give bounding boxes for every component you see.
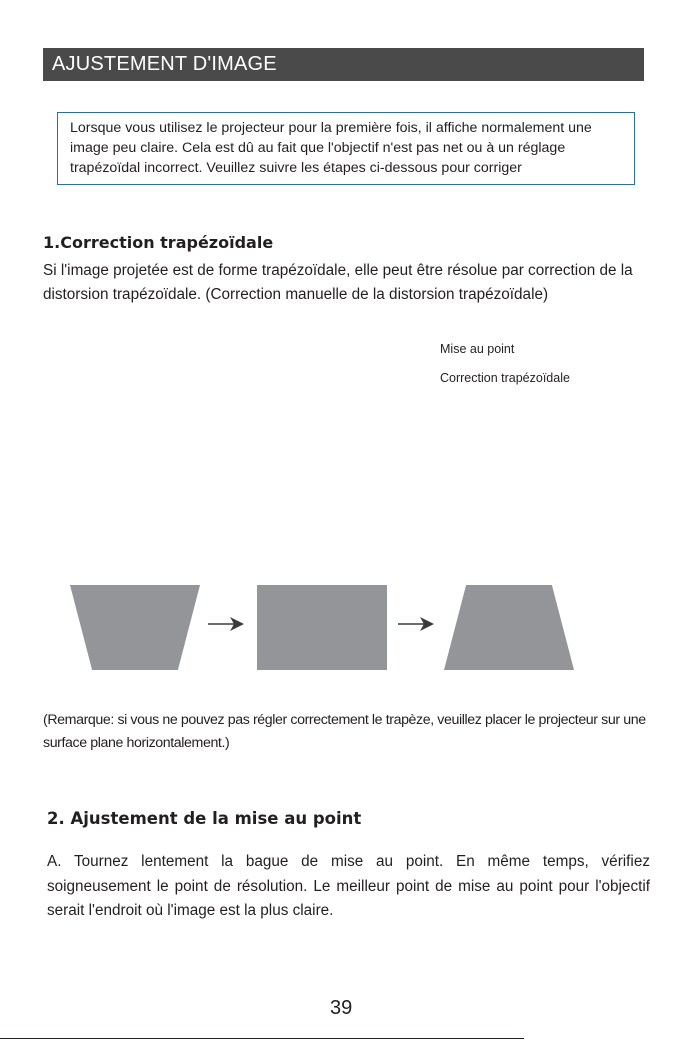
section1-title: 1.Correction trapézoïdale [43, 233, 274, 252]
section2-body: A. Tournez lentement la bague de mise au point. En même temps, vérifiez soigneusement le point de résolution. Le meilleur point de mise au point pour l'objectif serait l'endroit où l'image est la plus claire. [47, 853, 650, 919]
page-number: 39 [330, 997, 353, 1019]
intro-note-box [57, 112, 635, 185]
corrected-rectangle-shape [257, 585, 387, 670]
bottom-divider [0, 1038, 524, 1039]
page-title: AJUSTEMENT D'IMAGE [43, 48, 644, 81]
section2-title: 2. Ajustement de la mise au point [47, 809, 362, 828]
arrow-right-icon [208, 616, 244, 632]
section1-body: Si l'image projetée est de forme trapézoïdale, elle peut être résolue par correction de la distorsion trapézoïdale. (Correction manuelle de la distorsion trapézoïdale) [43, 262, 633, 303]
keystone-label: Correction trapézoïdale [440, 371, 570, 385]
arrow-right-icon [398, 616, 434, 632]
intro-note-text: Lorsque vous utilisez le projecteur pour la première fois, il affiche normalement une image peu claire. Cela est dû au fait que l'objectif n'est pas net ou à un réglage trapézoïdal incorrect. Veuillez suivre les étapes ci-dessous pour corriger [70, 120, 592, 176]
remark-note: (Remarque: si vous ne pouvez pas régler correctement le trapèze, veuillez placer le projecteur sur une surface plane horizontalement.) [43, 712, 646, 751]
trapezoid-shape [444, 585, 574, 670]
trapezoid-inverted-shape [70, 585, 200, 670]
focus-label: Mise au point [440, 342, 515, 356]
